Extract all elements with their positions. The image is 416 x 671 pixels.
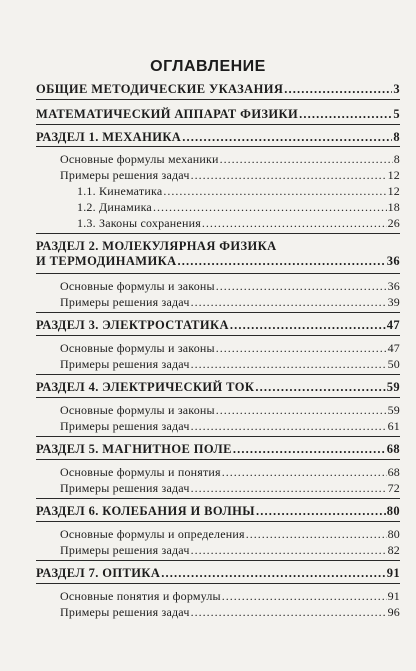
entry-label-line2: И ТЕРМОДИНАМИКА	[36, 254, 177, 268]
leader-dots	[222, 589, 387, 604]
entry-label: Основные формулы и определения	[60, 527, 245, 541]
page-number: 12	[387, 168, 400, 182]
entry-label: Примеры решения задач	[60, 357, 190, 371]
page-number: 39	[387, 295, 400, 309]
toc-subsubentry[interactable]	[36, 184, 400, 199]
toc-entry-section-6[interactable]	[36, 504, 400, 519]
entry-label: РАЗДЕЛ 5. МАГНИТНОЕ ПОЛЕ	[36, 442, 232, 456]
toc-subentry[interactable]	[36, 168, 400, 183]
divider	[36, 436, 400, 437]
page-number: 18	[387, 200, 400, 214]
page-number: 68	[386, 442, 400, 456]
entry-label: РАЗДЕЛ 3. ЭЛЕКТРОСТАТИКА	[36, 318, 229, 332]
leader-dots	[191, 168, 387, 183]
toc-subsubentry[interactable]	[36, 216, 400, 231]
divider	[36, 459, 400, 460]
page-number: 26	[387, 216, 400, 230]
page-number: 47	[387, 341, 400, 355]
leader-dots	[182, 130, 392, 145]
toc-entry-section-4[interactable]	[36, 380, 400, 395]
leader-dots	[256, 504, 386, 519]
leader-dots	[153, 200, 387, 215]
leader-dots	[191, 543, 387, 558]
page-title: ОГЛАВЛЕНИЕ	[150, 58, 266, 75]
leader-dots	[191, 295, 387, 310]
divider	[36, 560, 400, 561]
leader-dots	[233, 442, 386, 457]
entry-label: МАТЕМАТИЧЕСКИЙ АППАРАТ ФИЗИКИ	[36, 107, 299, 121]
toc-subentry[interactable]	[36, 279, 400, 294]
leader-dots	[216, 341, 387, 356]
leader-dots	[163, 184, 386, 199]
leader-dots	[216, 403, 387, 418]
leader-dots	[246, 527, 387, 542]
toc-entry-section-2[interactable]	[36, 239, 400, 269]
toc-entry-section-1[interactable]	[36, 130, 400, 145]
toc-entry-math-apparatus[interactable]	[36, 107, 400, 122]
entry-label: Примеры решения задач	[60, 543, 190, 557]
page-number: 91	[386, 566, 400, 580]
page-number: 61	[387, 419, 400, 433]
entry-label: Основные понятия и формулы	[60, 589, 221, 603]
entry-label: Примеры решения задач	[60, 605, 190, 619]
page-number: 47	[386, 318, 400, 332]
toc-subentry[interactable]	[36, 152, 400, 167]
entry-label: Основные формулы механики	[60, 152, 219, 166]
page-number: 59	[387, 403, 400, 417]
entry-label: Основные формулы и законы	[60, 403, 215, 417]
leader-dots	[191, 481, 387, 496]
toc-subentry[interactable]	[36, 589, 400, 604]
divider	[36, 273, 400, 274]
page-number: 8	[393, 130, 400, 144]
page-number: 5	[393, 107, 400, 121]
page-number: 91	[387, 589, 400, 603]
entry-label: Основные формулы и понятия	[60, 465, 221, 479]
toc-subsubentry[interactable]	[36, 200, 400, 215]
entry-label: РАЗДЕЛ 6. КОЛЕБАНИЯ И ВОЛНЫ	[36, 504, 255, 518]
toc-subentry[interactable]	[36, 357, 400, 372]
divider	[36, 583, 400, 584]
leader-dots	[299, 107, 392, 122]
toc-subentry[interactable]	[36, 465, 400, 480]
entry-label: РАЗДЕЛ 7. ОПТИКА	[36, 566, 161, 580]
toc-subentry[interactable]	[36, 403, 400, 418]
entry-label: Примеры решения задач	[60, 295, 190, 309]
entry-label: Примеры решения задач	[60, 168, 190, 182]
entry-label: Основные формулы и законы	[60, 341, 215, 355]
toc-entry-section-5[interactable]	[36, 442, 400, 457]
entry-label: ОБЩИЕ МЕТОДИЧЕСКИЕ УКАЗАНИЯ	[36, 82, 284, 96]
entry-label: РАЗДЕЛ 4. ЭЛЕКТРИЧЕСКИЙ ТОК	[36, 380, 255, 394]
leader-dots	[230, 318, 386, 333]
divider	[36, 312, 400, 313]
leader-dots	[191, 419, 387, 434]
entry-label: 1.3. Законы сохранения	[77, 216, 201, 230]
toc-subentry[interactable]	[36, 341, 400, 356]
leader-dots	[222, 465, 387, 480]
toc-entry-section-7[interactable]	[36, 566, 400, 581]
page-number: 96	[387, 605, 400, 619]
page-number: 80	[386, 504, 400, 518]
toc-subentry[interactable]	[36, 543, 400, 558]
divider	[36, 233, 400, 234]
entry-label: 1.2. Динамика	[77, 200, 152, 214]
divider	[36, 99, 400, 100]
toc-subentry[interactable]	[36, 295, 400, 310]
leader-dots	[202, 216, 387, 231]
page-number: 68	[387, 465, 400, 479]
page-number: 3	[393, 82, 400, 96]
page-number: 36	[387, 279, 400, 293]
leader-dots	[191, 605, 387, 620]
entry-label: 1.1. Кинематика	[77, 184, 163, 198]
page-number: 12	[387, 184, 400, 198]
divider	[36, 397, 400, 398]
leader-dots	[220, 152, 393, 167]
page-number: 82	[387, 543, 400, 557]
toc-entry-general-guidelines[interactable]	[36, 82, 400, 97]
divider	[36, 124, 400, 125]
entry-label: РАЗДЕЛ 1. МЕХАНИКА	[36, 130, 182, 144]
entry-label: Примеры решения задач	[60, 419, 190, 433]
page-number: 80	[387, 527, 400, 541]
leader-dots	[284, 82, 392, 97]
toc-subentry[interactable]	[36, 605, 400, 620]
entry-label: Основные формулы и законы	[60, 279, 215, 293]
page-number: 8	[393, 152, 400, 166]
page-number: 59	[386, 380, 400, 394]
leader-dots	[255, 380, 385, 395]
entry-label: Примеры решения задач	[60, 481, 190, 495]
leader-dots	[216, 279, 387, 294]
page-number: 72	[387, 481, 400, 495]
divider	[36, 335, 400, 336]
divider	[36, 498, 400, 499]
toc-entry-section-3[interactable]	[36, 318, 400, 333]
toc-subentry[interactable]	[36, 527, 400, 542]
entry-label-line1: РАЗДЕЛ 2. МОЛЕКУЛЯРНАЯ ФИЗИКА	[36, 239, 277, 253]
leader-dots	[178, 254, 386, 269]
page-number: 36	[386, 254, 400, 268]
divider	[36, 374, 400, 375]
divider	[36, 521, 400, 522]
leader-dots	[191, 357, 387, 372]
toc-subentry[interactable]	[36, 419, 400, 434]
divider	[36, 146, 400, 147]
toc-subentry[interactable]	[36, 481, 400, 496]
page-number: 50	[387, 357, 400, 371]
leader-dots	[161, 566, 385, 581]
